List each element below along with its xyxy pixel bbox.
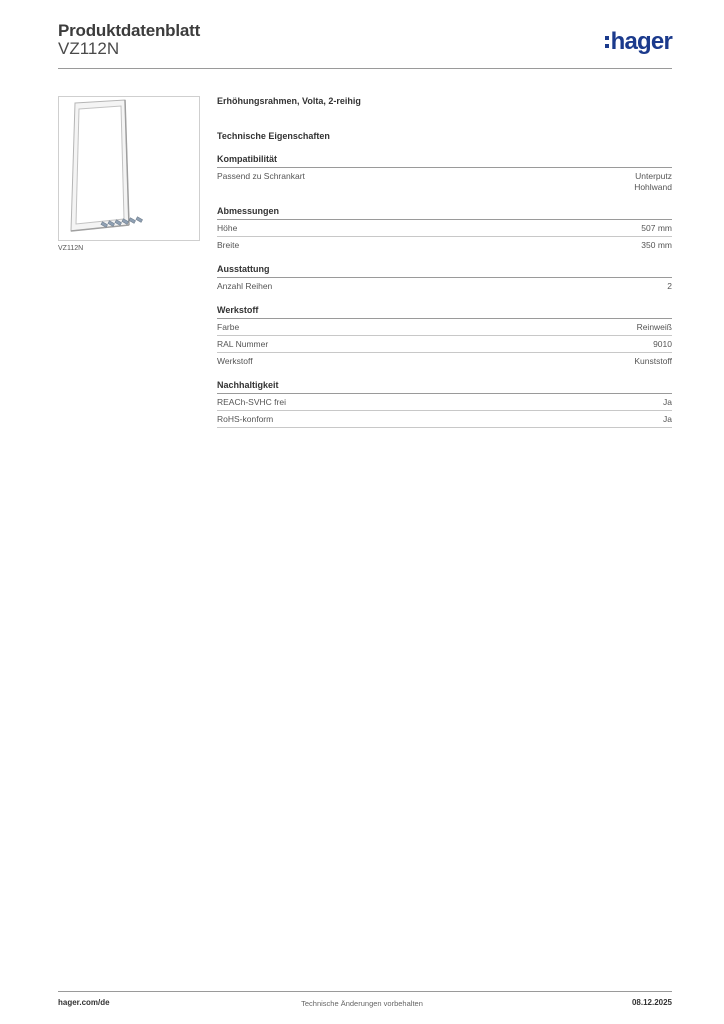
spec-label: RoHS-konform bbox=[217, 414, 274, 424]
section-title: Kompatibilität bbox=[217, 154, 672, 168]
product-image bbox=[58, 96, 200, 241]
spec-label: REACh-SVHC frei bbox=[217, 397, 286, 407]
spec-label: Passend zu Schrankart bbox=[217, 171, 305, 181]
spec-row bbox=[217, 336, 672, 353]
spec-value: Ja bbox=[663, 397, 672, 407]
footer-divider bbox=[58, 991, 672, 992]
spec-row bbox=[217, 220, 672, 237]
footer-disclaimer: Technische Änderungen vorbehalten bbox=[301, 999, 423, 1008]
section-title: Abmessungen bbox=[217, 206, 672, 220]
section-compatibility bbox=[217, 154, 672, 195]
spec-label: Anzahl Reihen bbox=[217, 281, 273, 291]
section-title: Nachhaltigkeit bbox=[217, 380, 672, 394]
section-title: Ausstattung bbox=[217, 264, 672, 278]
section-title: Werkstoff bbox=[217, 305, 672, 319]
logo-dots-icon bbox=[605, 36, 609, 48]
spec-row bbox=[217, 278, 672, 294]
tech-properties-title: Technische Eigenschaften bbox=[217, 131, 330, 141]
spec-value: Ja bbox=[663, 414, 672, 424]
spec-value: 2 bbox=[667, 281, 672, 291]
footer-website-link[interactable]: hager.com/de bbox=[58, 998, 110, 1007]
section-material bbox=[217, 305, 672, 369]
spec-label: Höhe bbox=[217, 223, 238, 233]
spec-value: Reinweiß bbox=[636, 322, 672, 332]
spec-content bbox=[217, 96, 672, 428]
spec-label: RAL Nummer bbox=[217, 339, 269, 349]
frame-illustration-icon bbox=[59, 97, 199, 240]
spec-row bbox=[217, 237, 672, 253]
spec-value: 350 mm bbox=[641, 240, 672, 250]
product-code: VZ112N bbox=[58, 39, 120, 58]
logo-text: hager bbox=[610, 28, 672, 55]
spec-row bbox=[217, 411, 672, 428]
document-title: Produktdatenblatt bbox=[58, 21, 201, 40]
section-dimensions bbox=[217, 206, 672, 253]
footer-date: 08.12.2025 bbox=[631, 998, 672, 1007]
spec-row bbox=[217, 319, 672, 336]
product-description: Erhöhungsrahmen, Volta, 2-reihig bbox=[217, 96, 361, 106]
image-caption: VZ112N bbox=[58, 245, 84, 252]
header-divider bbox=[58, 68, 672, 69]
spec-value: Kunststoff bbox=[634, 356, 672, 366]
spec-row bbox=[217, 168, 672, 195]
spec-value: 507 mm bbox=[641, 223, 672, 233]
spec-label: Breite bbox=[217, 240, 240, 250]
spec-label: Farbe bbox=[217, 322, 240, 332]
section-sustainability bbox=[217, 380, 672, 428]
hager-logo bbox=[605, 30, 672, 54]
spec-row bbox=[217, 394, 672, 411]
spec-value: 9010 bbox=[653, 339, 672, 349]
spec-row bbox=[217, 353, 672, 369]
spec-label: Werkstoff bbox=[217, 356, 253, 366]
spec-value: Unterputz Hohlwand bbox=[634, 171, 672, 192]
section-equipment bbox=[217, 264, 672, 294]
